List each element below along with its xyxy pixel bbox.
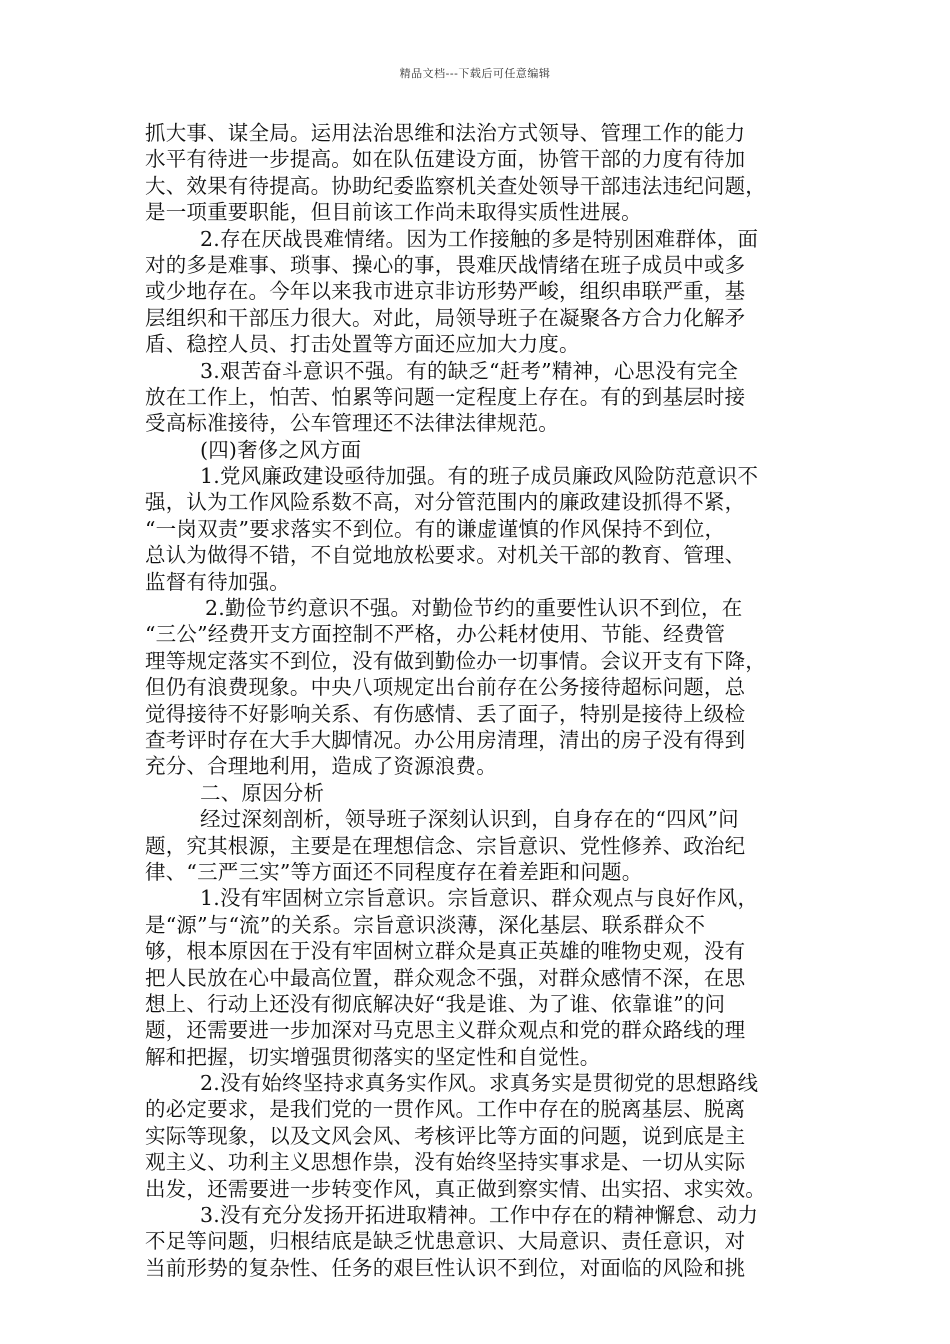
text-line: 实际等现象，以及文风会风、考核评比等方面的问题，说到底是主 <box>145 1123 746 1148</box>
page-header: 精品文档---下载后可任意编辑 <box>399 67 551 80</box>
text-line: 够，根本原因在于没有牢固树立群众是真正英雄的唯物史观，没有 <box>145 939 746 964</box>
text-line: 2.没有始终坚持求真务实作风。求真务实是贯彻党的思想路线 <box>200 1071 759 1096</box>
text-line: 把人民放在心中最高位置，群众观念不强，对群众感情不深，在思 <box>145 965 746 990</box>
text-line: 的必定要求，是我们党的一贯作风。工作中存在的脱离基层、脱离 <box>145 1097 746 1122</box>
text-line: 出发，还需要进一步转变作风，真正做到察实情、出实招、求实效。 <box>145 1176 766 1201</box>
text-line: 充分、合理地利用，造成了资源浪费。 <box>145 754 497 779</box>
text-line: 3.没有充分发扬开拓进取精神。工作中存在的精神懈怠、动力 <box>200 1203 759 1228</box>
text-line: (四)奢侈之风方面 <box>200 437 362 462</box>
text-line: 题，还需要进一步加深对马克思主义群众观点和党的群众路线的理 <box>145 1018 746 1043</box>
text-line: 观主义、功利主义思想作祟，没有始终坚持实事求是、一切从实际 <box>145 1150 746 1175</box>
text-line: 1.没有牢固树立宗旨意识。宗旨意识、群众观点与良好作风， <box>200 886 759 911</box>
text-line: 1.党风廉政建设亟待加强。有的班子成员廉政风险防范意识不 <box>200 464 759 489</box>
text-line: 律、“三严三实”等方面还不同程度存在着差距和问题。 <box>145 859 643 884</box>
text-line: 水平有待进一步提高。如在队伍建设方面，协管干部的力度有待加 <box>145 147 746 172</box>
text-line: 解和把握，切实增强贯彻落实的坚定性和自觉性。 <box>145 1044 601 1069</box>
text-line: 或少地存在。今年以来我市进京非访形势严峻，组织串联严重，基 <box>145 279 746 304</box>
document-body <box>145 120 809 1281</box>
text-line: 但仍有浪费现象。中央八项规定出台前存在公务接待超标问题，总 <box>145 675 746 700</box>
text-line: “一岗双责”要求落实不到位。有的谦虚谨慎的作风保持不到位， <box>145 516 726 541</box>
text-line: 不足等问题，归根结底是缺乏忧患意识、大局意识、责任意识，对 <box>145 1229 746 1254</box>
text-line: 题，究其根源，主要是在理想信念、宗旨意识、党性修养、政治纪 <box>145 833 746 858</box>
text-line: 查考评时存在大手大脚情况。办公用房清理，清出的房子没有得到 <box>145 727 746 752</box>
text-line: 对的多是难事、琐事、操心的事，畏难厌战情绪在班子成员中或多 <box>145 252 746 277</box>
text-line: 监督有待加强。 <box>145 569 290 594</box>
text-line: 是“源”与“流”的关系。宗旨意识淡薄，深化基层、联系群众不 <box>145 912 706 937</box>
text-line: 总认为做得不错，不自觉地放松要求。对机关干部的教育、管理、 <box>145 543 746 568</box>
text-line: 层组织和干部压力很大。对此，局领导班子在凝聚各方合力化解矛 <box>145 305 746 330</box>
text-line: 抓大事、谋全局。运用法治思维和法治方式领导、管理工作的能力 <box>145 121 746 145</box>
text-line: 3.艰苦奋斗意识不强。有的缺乏“赶考”精神，心思没有完全 <box>200 358 739 383</box>
text-line: 放在工作上，怕苦、怕累等问题一定程度上存在。有的到基层时接 <box>145 384 746 409</box>
text-line: 盾、稳控人员、打击处置等方面还应加大力度。 <box>145 332 580 357</box>
text-line: 2.勤俭节约意识不强。对勤俭节约的重要性认识不到位，在 <box>205 596 743 621</box>
text-line: 二、原因分析 <box>200 780 325 805</box>
text-line: 2.存在厌战畏难情绪。因为工作接触的多是特别困难群体，面 <box>200 226 759 251</box>
text-line: “三公”经费开支方面控制不严格，办公耗材使用、节能、经费管 <box>145 622 726 647</box>
text-line: 想上、行动上还没有彻底解决好“我是谁、为了谁、依靠谁”的问 <box>145 991 726 1016</box>
text-line: 大、效果有待提高。协助纪委监察机关查处领导干部违法违纪问题， <box>145 173 766 198</box>
text-line: 理等规定落实不到位，没有做到勤俭办一切事情。会议开支有下降， <box>145 648 766 673</box>
text-line: 受高标准接待，公车管理还不法律法律规范。 <box>145 411 559 436</box>
text-line: 当前形势的复杂性、任务的艰巨性认识不到位，对面临的风险和挑 <box>145 1255 746 1280</box>
text-line: 是一项重要职能，但目前该工作尚未取得实质性进展。 <box>145 200 642 225</box>
text-line: 觉得接待不好影响关系、有伤感情、丢了面子，特别是接待上级检 <box>145 701 746 726</box>
text-line: 经过深刻剖析，领导班子深刻认识到，自身存在的“四风”问 <box>200 807 739 832</box>
text-line: 强，认为工作风险系数不高，对分管范围内的廉政建设抓得不紧， <box>145 490 746 515</box>
